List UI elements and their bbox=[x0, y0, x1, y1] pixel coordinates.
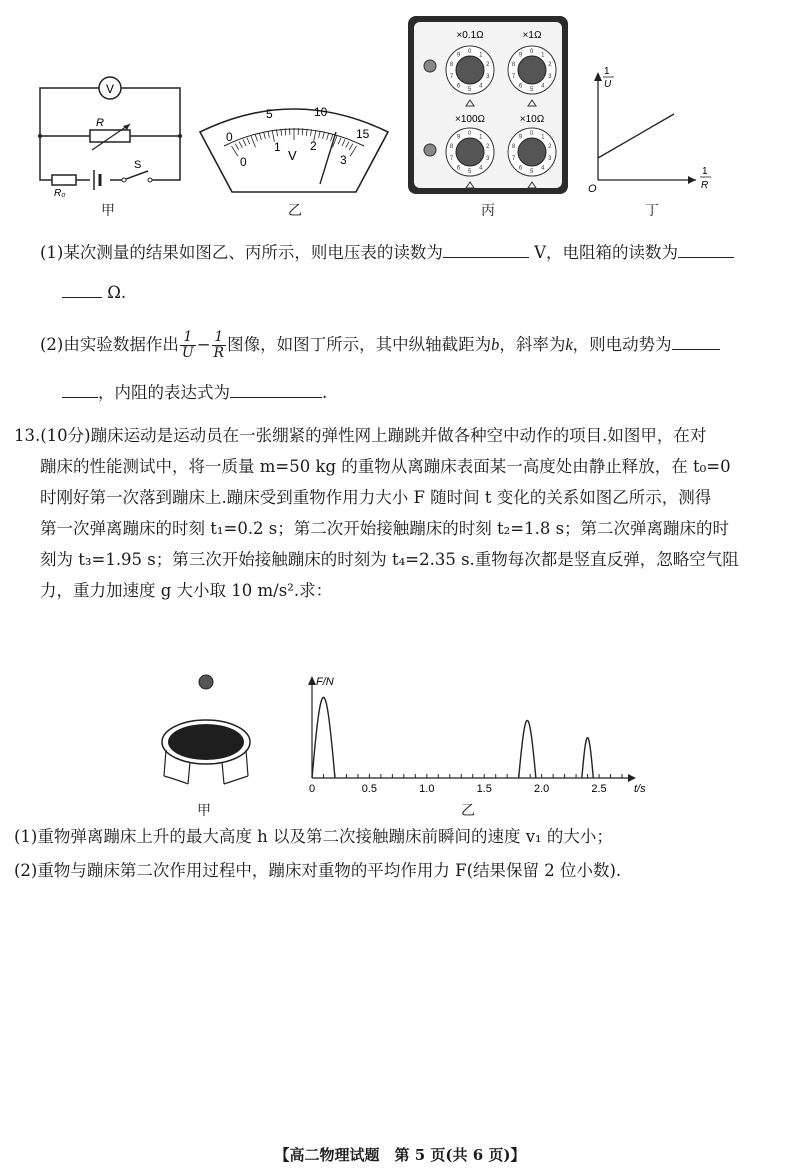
minus-sign: − bbox=[196, 335, 211, 354]
dial-inner-tick-3: 3 bbox=[340, 153, 347, 167]
dial-digit: 0 bbox=[468, 131, 472, 137]
fig-label-yi: 乙 bbox=[288, 203, 302, 219]
dial-outer-tick-5: 5 bbox=[266, 107, 273, 121]
q12-p2-text-a: (2)由实验数据作出 bbox=[40, 335, 179, 354]
dial-tick bbox=[285, 128, 286, 135]
dial-digit: 3 bbox=[486, 155, 490, 162]
frac-1-over-u: $\frac{1}{U}$ bbox=[181, 329, 194, 361]
dial-digit: 6 bbox=[518, 165, 523, 172]
q13-sub-1: (1)重物弹离蹦床上升的最大高度 h 以及第二次接触蹦床前瞬间的速度 v₁ 的大小； bbox=[14, 827, 613, 846]
dial-outer-tick-15: 15 bbox=[356, 127, 370, 141]
q12-p1-text-b: V，电阻箱的读数为 bbox=[534, 243, 679, 262]
q13-fig-label-jia: 甲 bbox=[197, 803, 211, 819]
dial-digit: 9 bbox=[456, 52, 461, 59]
dial-inner-tick-0: 0 bbox=[240, 155, 247, 169]
dial-digit: 3 bbox=[486, 73, 490, 80]
dial-digit: 1 bbox=[479, 134, 483, 141]
dial-label-x1: ×1Ω bbox=[522, 30, 542, 41]
q13-line-3: 时刚好第一次落到蹦床上.蹦床受到重物作用力大小 F 随时间 t 变化的关系如图乙所示，测得 bbox=[40, 488, 712, 507]
q13-line-6: 力，重力加速度 g 大小取 10 m/s².求： bbox=[40, 581, 333, 600]
dial-digit: 0 bbox=[530, 49, 534, 55]
fig-label-jia: 甲 bbox=[101, 203, 115, 219]
chart-tick-label: 2.0 bbox=[533, 783, 550, 795]
fig-label-bing: 丙 bbox=[481, 203, 495, 219]
dial-digit: 1 bbox=[479, 52, 483, 59]
dial-label-x10: ×10Ω bbox=[519, 114, 545, 125]
answer-blank-resistance-cont[interactable] bbox=[62, 281, 102, 298]
q12-p2-text-f: . bbox=[322, 383, 328, 402]
graph-line bbox=[598, 114, 674, 158]
dial-digit: 7 bbox=[449, 73, 454, 80]
dial-digit: 6 bbox=[518, 83, 523, 90]
chart-xlabel: t/s bbox=[634, 783, 646, 795]
dial-outer-tick-0: 0 bbox=[226, 130, 233, 144]
var-b: b bbox=[491, 335, 500, 354]
answer-blank-internal-resistance[interactable] bbox=[230, 381, 322, 398]
dial-digit: 4 bbox=[479, 165, 483, 172]
dial-label-x0.1: ×0.1Ω bbox=[456, 30, 484, 41]
switch-label: S bbox=[134, 159, 142, 171]
dial-digit: 7 bbox=[449, 155, 454, 162]
origin-label: O bbox=[588, 183, 597, 195]
force-pulse-contact-2 bbox=[519, 720, 536, 778]
trampoline-mat bbox=[168, 724, 244, 760]
dial-digit: 4 bbox=[541, 83, 545, 90]
q12-part2-line1 bbox=[40, 330, 720, 361]
frac-1-over-r: $\frac{1}{R}$ bbox=[213, 329, 225, 361]
dial-digit: 5 bbox=[530, 87, 534, 93]
page-footer: 【高二物理试题 第 5 页(共 6 页)】 bbox=[274, 1146, 526, 1164]
dial-digit: 4 bbox=[541, 165, 545, 172]
chart-tick-label: 2.5 bbox=[591, 783, 607, 795]
dial-digit: 6 bbox=[456, 165, 461, 172]
dial-digit: 0 bbox=[468, 49, 472, 55]
chart-ylabel: F/N bbox=[316, 676, 334, 688]
dial-digit: 7 bbox=[511, 155, 516, 162]
q13-line-1: 13.(10分)蹦床运动是运动员在一张绷紧的弹性网上蹦跳并做各种空中动作的项目.如图甲，在对 bbox=[14, 426, 707, 445]
dial-digit: 5 bbox=[468, 169, 472, 175]
dial-digit: 5 bbox=[468, 87, 472, 93]
var-k: k bbox=[565, 335, 573, 354]
dial-digit: 9 bbox=[518, 134, 523, 141]
q12-part2-line2 bbox=[62, 380, 327, 406]
dial-digit: 8 bbox=[511, 144, 516, 151]
answer-blank-emf-cont[interactable] bbox=[62, 381, 98, 398]
dial-outer-tick-10: 10 bbox=[314, 105, 328, 119]
dial-digit: 8 bbox=[511, 62, 516, 69]
q12-p1-text-a: (1)某次测量的结果如图乙、丙所示，则电压表的读数为 bbox=[40, 243, 443, 262]
dial-digit: 2 bbox=[486, 62, 490, 69]
q13-subquestions bbox=[14, 820, 784, 888]
fixed-resistor-label: R₀ bbox=[54, 188, 66, 198]
dial-digit: 8 bbox=[449, 144, 454, 151]
q13-line-4: 第一次弹离蹦床的时刻 t₁=0.2 s；第二次开始接触蹦床的时刻 t₂=1.8 s；第二次弹离蹦床的时 bbox=[40, 519, 730, 538]
inverse-graph bbox=[584, 64, 714, 198]
dial-digit: 9 bbox=[456, 134, 461, 141]
dial-digit: 6 bbox=[456, 83, 461, 90]
chart-tick-label: 0.5 bbox=[361, 783, 378, 795]
q12-part1-line1 bbox=[40, 240, 734, 266]
q12-p1-text-c: Ω. bbox=[107, 283, 127, 302]
q13-line-2: 蹦床的性能测试中，将一质量 m=50 kg 的重物从离蹦床表面某一高度处由静止释放，在 t₀=0 bbox=[40, 457, 731, 476]
chart-tick-label: 1.0 bbox=[419, 783, 435, 795]
dial-digit: 2 bbox=[548, 62, 552, 69]
trampoline-illustration bbox=[160, 672, 260, 796]
dial-inner-tick-2: 2 bbox=[310, 139, 317, 153]
dial-digit: 9 bbox=[518, 52, 523, 59]
q12-p2-text-e: ，内阻的表达式为 bbox=[98, 383, 230, 402]
q13-fig-label-yi: 乙 bbox=[461, 803, 475, 819]
y-axis-den: U bbox=[604, 79, 612, 90]
x-axis-den: R bbox=[701, 180, 709, 191]
chart-tick-label: 0 bbox=[308, 783, 316, 795]
dial-tick bbox=[302, 128, 303, 135]
q13-sub-2: (2)重物与蹦床第二次作用过程中，蹦床对重物的平均作用力 F(结果保留 2 位小数). bbox=[14, 861, 622, 880]
dial-digit: 2 bbox=[486, 144, 490, 151]
x-axis-num: 1 bbox=[702, 166, 708, 177]
fig-label-ding: 丁 bbox=[645, 203, 659, 219]
dial-unit: V bbox=[288, 148, 297, 163]
voltmeter-dial bbox=[196, 96, 392, 196]
q12-p2-text-c: ，斜率为 bbox=[499, 335, 566, 354]
answer-blank-voltage[interactable] bbox=[443, 241, 529, 258]
q12-p2-text-d: ，则电动势为 bbox=[572, 335, 672, 354]
dial-digit: 4 bbox=[479, 83, 483, 90]
force-pulse-contact-1 bbox=[312, 697, 335, 778]
rheostat-symbol bbox=[90, 130, 130, 142]
dial-inner-tick-1: 1 bbox=[274, 140, 281, 154]
resistance-box bbox=[406, 14, 570, 196]
force-pulse-contact-3 bbox=[582, 738, 593, 778]
force-time-chart bbox=[292, 674, 662, 796]
voltmeter-label: V bbox=[105, 82, 115, 96]
q13-stem bbox=[14, 420, 784, 606]
fixed-resistor-symbol bbox=[52, 175, 76, 185]
dial-digit: 2 bbox=[548, 144, 552, 151]
dial-digit: 1 bbox=[541, 52, 545, 59]
answer-blank-emf[interactable] bbox=[672, 333, 720, 350]
dial-label-x100: ×100Ω bbox=[455, 114, 485, 125]
dial-digit: 0 bbox=[530, 131, 534, 137]
y-axis-num: 1 bbox=[604, 66, 610, 77]
dial-digit: 5 bbox=[530, 169, 534, 175]
rheostat-label: R bbox=[96, 117, 104, 129]
chart-tick-label: 1.5 bbox=[476, 783, 492, 795]
dial-digit: 8 bbox=[449, 62, 454, 69]
q12-part1-line2 bbox=[62, 280, 126, 306]
circuit-diagram bbox=[30, 68, 190, 198]
answer-blank-resistance[interactable] bbox=[678, 241, 734, 258]
dial-digit: 7 bbox=[511, 73, 516, 80]
q13-line-5: 刻为 t₃=1.95 s；第三次开始接触蹦床的时刻为 t₄=2.35 s.重物每次都是竖直反弹，忽略空气阻 bbox=[40, 550, 739, 569]
dial-digit: 3 bbox=[548, 73, 552, 80]
q12-p2-text-b: 图像，如图丁所示，其中纵轴截距为 bbox=[227, 335, 492, 354]
dial-digit: 3 bbox=[548, 155, 552, 162]
weight-ball bbox=[199, 675, 213, 689]
dial-digit: 1 bbox=[541, 134, 545, 141]
